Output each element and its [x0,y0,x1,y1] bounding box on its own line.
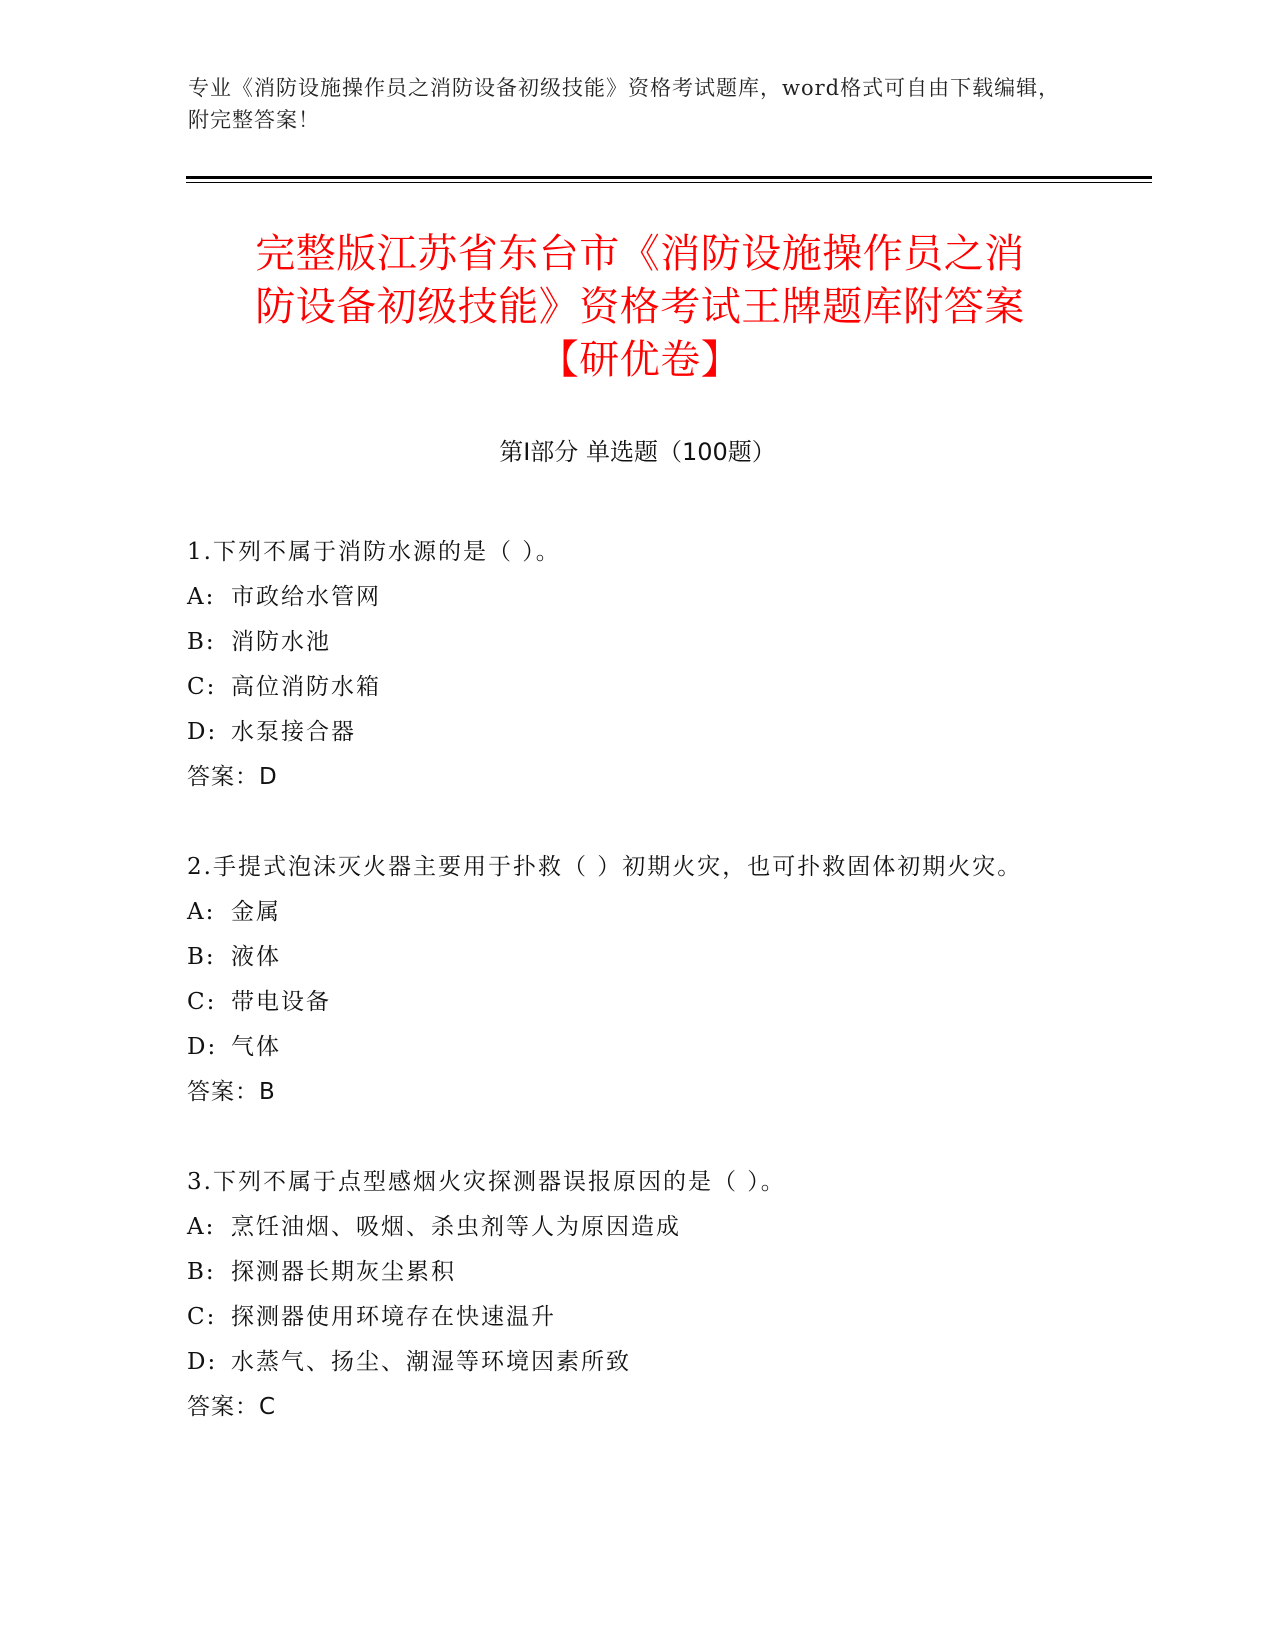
option-letter: B: [187,1259,216,1285]
option-letter: B: [187,944,216,970]
option-letter: B: [187,629,216,655]
option-b [187,1250,1067,1295]
option-letter: C: [187,1304,217,1330]
option-c [187,1295,1067,1340]
option-d [187,1025,1067,1070]
option-a [187,575,1067,620]
question-stem: 1.下列不属于消防水源的是（ ）。 [187,539,561,565]
option-d [187,710,1067,755]
option-text: 金属 [231,899,281,925]
option-text: 探测器长期灰尘累积 [231,1259,456,1285]
header-rule-thin [186,182,1152,183]
option-c [187,665,1067,710]
question-2 [187,845,1067,1115]
option-a [187,890,1067,935]
answer-line: 答案：B [187,1079,276,1105]
question-3 [187,1160,1067,1430]
title-line-2: 防设备初级技能》资格考试王牌题库附答案 [255,284,1025,330]
option-text: 高位消防水箱 [231,674,381,700]
option-letter: D: [187,1034,218,1060]
title-line-1: 完整版江苏省东台市《消防设施操作员之消 [255,231,1025,277]
option-text: 水泵接合器 [231,719,356,745]
header-rule-thick [186,176,1152,179]
option-text: 探测器使用环境存在快速温升 [231,1304,556,1330]
question-1 [187,530,1067,800]
option-c [187,980,1067,1025]
option-text: 烹饪油烟、吸烟、杀虫剂等人为原因造成 [231,1214,681,1240]
option-letter: C: [187,674,217,700]
option-text: 液体 [231,944,281,970]
option-text: 消防水池 [231,629,331,655]
option-letter: A: [187,1214,216,1240]
option-letter: D: [187,719,218,745]
option-letter: C: [187,989,217,1015]
option-text: 带电设备 [231,989,331,1015]
option-letter: A: [187,899,216,925]
option-text: 市政给水管网 [231,584,381,610]
answer-line: 答案：D [187,764,278,790]
option-b [187,620,1067,665]
question-stem: 2.手提式泡沫灭火器主要用于扑救（ ）初期火灾，也可扑救固体初期火灾。 [187,854,1023,880]
section-heading: 第Ⅰ部分 单选题（100题） [499,438,776,466]
title-line-3: 【研优卷】 [538,337,742,383]
option-text: 水蒸气、扬尘、潮湿等环境因素所致 [231,1349,631,1375]
document-title [160,228,1120,387]
option-a [187,1205,1067,1250]
option-letter: D: [187,1349,218,1375]
option-text: 气体 [231,1034,281,1060]
question-stem: 3.下列不属于点型感烟火灾探测器误报原因的是（ ）。 [187,1169,786,1195]
answer-line: 答案：C [187,1394,277,1420]
header-note: 专业《消防设施操作员之消防设备初级技能》资格考试题库，word格式可自由下载编辑，附完整答案！ [188,76,1061,132]
option-letter: A: [187,584,216,610]
question-list [187,530,1067,1475]
option-b [187,935,1067,980]
option-d [187,1340,1067,1385]
